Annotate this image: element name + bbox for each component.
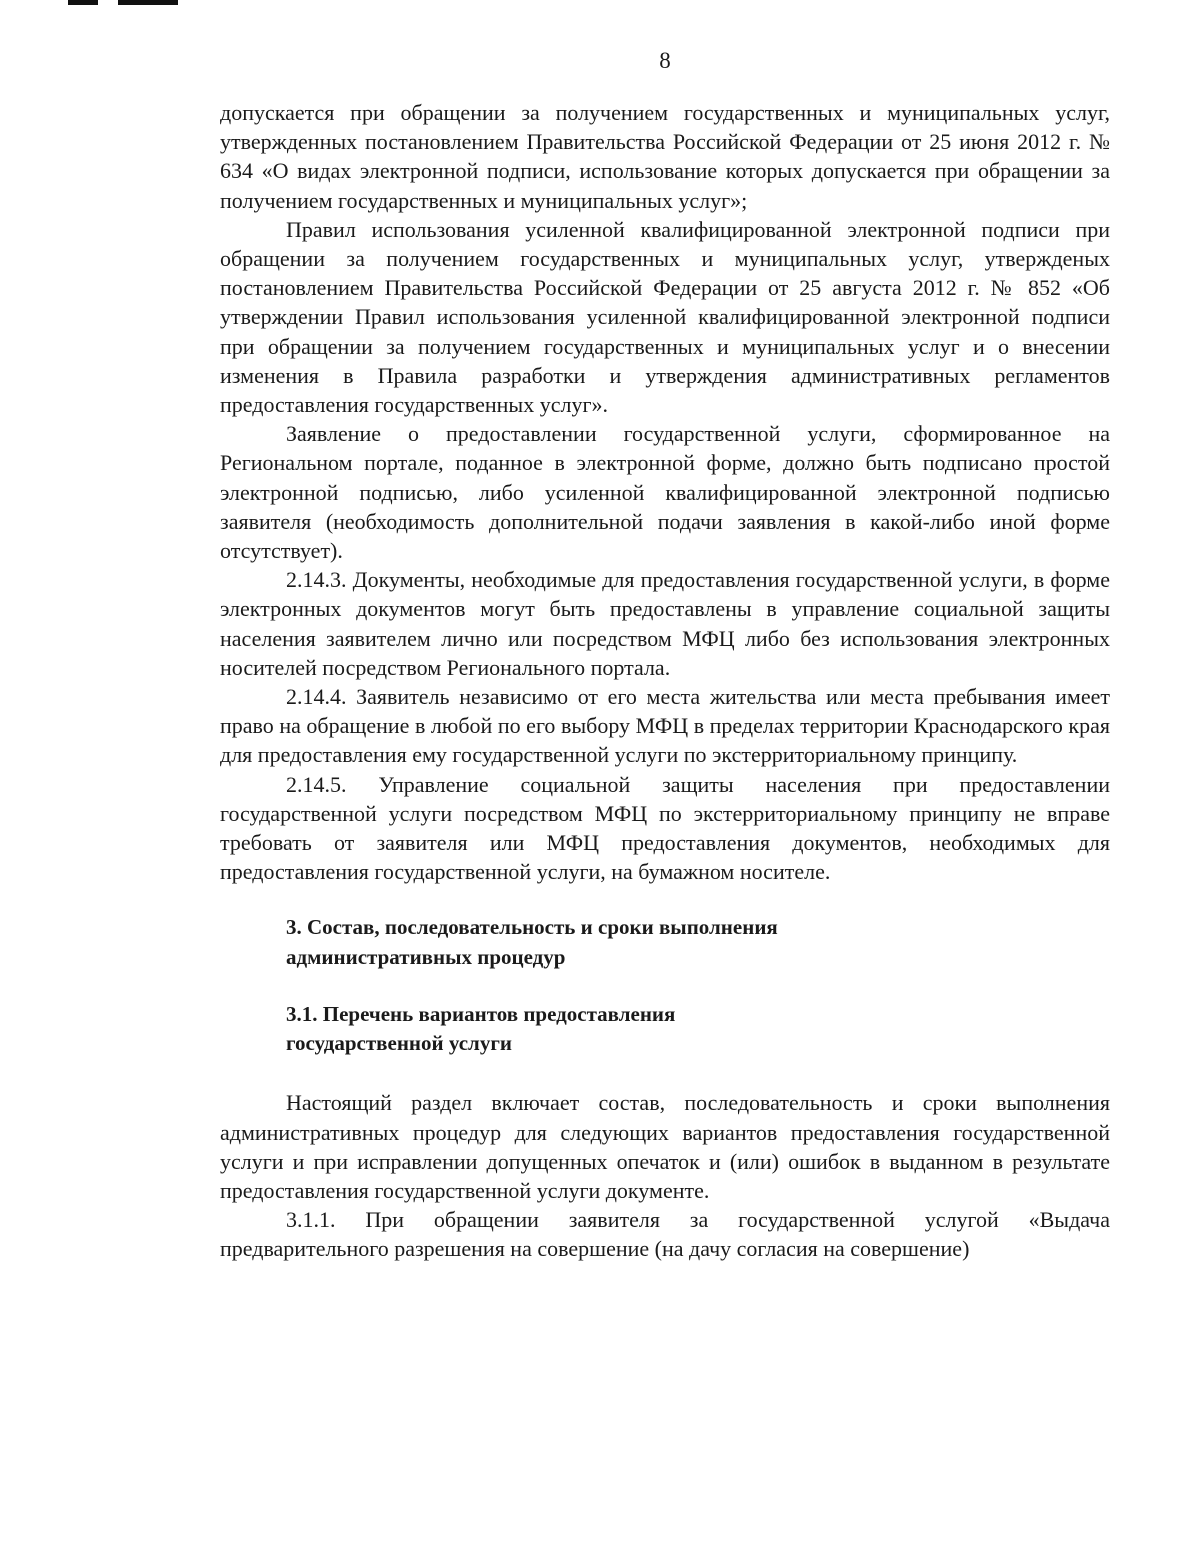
document-body: [220, 98, 1110, 1264]
page-number: 8: [659, 48, 671, 73]
subsection-heading-line: 3.1. Перечень вариантов предоставления: [286, 1001, 676, 1026]
section-heading-line: административных процедур: [286, 944, 566, 969]
scan-mark: [68, 0, 98, 5]
paragraph: допускается при обращении за получением государственных и муниципальных услуг, утвержденных постановлением Правительства Российской Федерации от 25 июня 2012 г. № 634 «О видах электронной подписи, использование которых допускается при обращении за получением государственных и муниципальных услуг»;: [220, 100, 1110, 213]
paragraph: 2.14.5. Управление социальной защиты населения при предоставлении государственной услуги посредством МФЦ по экстерриториальному принципу не вправе требовать от заявителя или МФЦ предоставления документов, необходимых для предоставления государственной услуги, на бумажном носителе.: [220, 771, 1110, 885]
subsection-heading-line: государственной услуги: [286, 1031, 512, 1056]
paragraph: 2.14.4. Заявитель независимо от его места жительства или места пребывания имеет право на обращение в любой по его выбору МФЦ в пределах территории Краснодарского края для предоставления ему государственной услуги по экстерриториальному принципу.: [220, 684, 1110, 768]
scan-mark: [118, 0, 178, 5]
subsection-heading: [220, 1000, 1110, 1058]
section-heading: [220, 913, 1110, 971]
section-heading-line: 3. Состав, последовательность и сроки выполнения: [286, 915, 778, 940]
paragraph: Правил использования усиленной квалифицированной электронной подписи при обращении за получением государственных и муниципальных услуг, утвержденых постановлением Правительства Российской Федерации от 25 августа 2012 г. № 852 «Об утверждении Правил использования усиленной квалифицированной электронной подписи при обращении за получением государственных и муниципальных услуг и о внесении изменения в Правила разработки и утверждения административных регламентов предоставления государственных услуг».: [220, 216, 1110, 418]
paragraph: 2.14.3. Документы, необходимые для предоставления государственной услуги, в форме электронных документов могут быть предоставлены в управление социальной защиты населения заявителем лично или посредством МФЦ либо без использования электронных носителей посредством Регионального портала.: [220, 567, 1110, 680]
paragraph: Заявление о предоставлении государственной услуги, сформированное на Региональном портале, поданное в электронной форме, должно быть подписано простой электронной подписью, либо усиленной квалифицированной электронной подписью заявителя (необходимость дополнительной подачи заявления в какой-либо иной форме отсутствует).: [220, 421, 1110, 564]
paragraph: 3.1.1. При обращении заявителя за государственной услугой «Выдача предварительного разрешения на совершение (на дачу согласия на совершение): [220, 1207, 1110, 1262]
paragraph: Настоящий раздел включает состав, последовательность и сроки выполнения административных процедур для следующих вариантов предоставления государственной услуги и при исправлении допущенных опечаток и (или) ошибок в выданном в результате предоставления государственной услуги документе.: [220, 1090, 1110, 1203]
